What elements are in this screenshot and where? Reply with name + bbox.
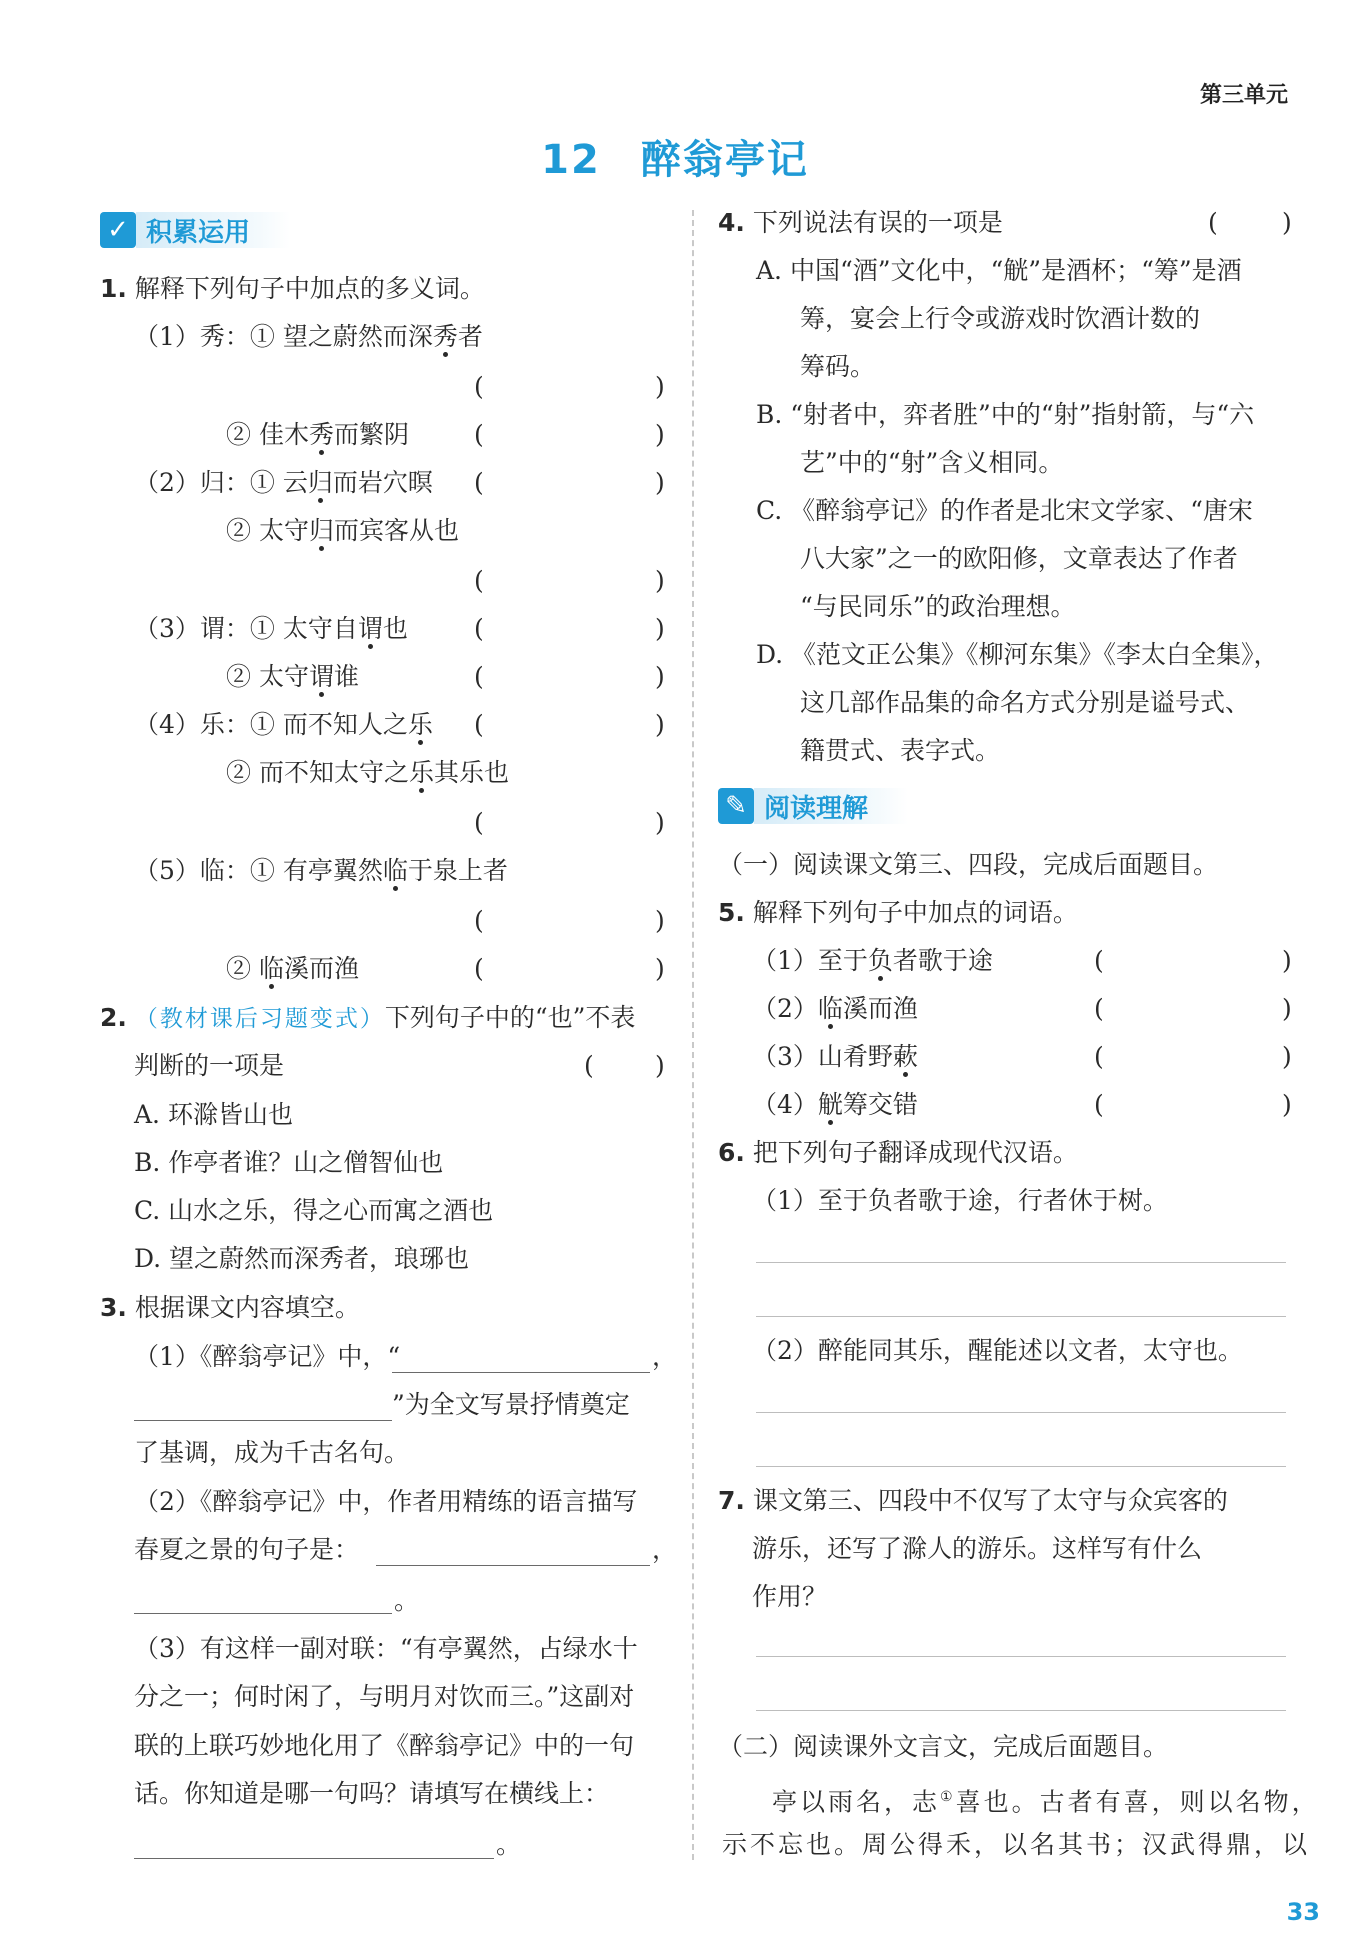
item-index: ② [226, 516, 252, 545]
q4-number: 4. [718, 208, 745, 237]
q1-item-4b [226, 758, 509, 788]
answer-paren-close[interactable]: ) [655, 420, 665, 449]
fill-blank[interactable] [392, 1372, 650, 1373]
q3-p1-line2: ”为全文写景抒情奠定 [392, 1390, 630, 1419]
passage-line-1 [772, 1782, 1320, 1817]
answer-paren-close[interactable]: ) [655, 710, 665, 739]
q5-text: 解释下列句子中加点的词语。 [752, 898, 1078, 927]
q7-line-3: 作用？ [752, 1582, 828, 1611]
q4-option-d-line3: 籍贯式、表字式。 [800, 736, 1001, 765]
answer-paren-close[interactable]: ) [655, 662, 665, 691]
q4-option-c-line3: “与民同乐”的政治理想。 [800, 592, 1076, 621]
column-divider [692, 210, 694, 1860]
q3-p3-line1: （3）有这样一副对联：“有亭翼然，占绿水十 [134, 1634, 638, 1663]
passage-text: 喜也。古者有喜，则以名物， [955, 1787, 1320, 1817]
q6-sentence-1: （1）至于负者歌于途，行者休于树。 [752, 1186, 1168, 1215]
sentence-part: 筹交错 [842, 1090, 918, 1119]
q1-item-1b [226, 420, 409, 450]
q3-p2-comma: ， [652, 1535, 678, 1564]
dotted-word: 归 [307, 468, 333, 497]
q1-item-3a [134, 614, 408, 644]
q3-p3-line4: 话。你知道是哪一句吗？请填写在横线上： [134, 1779, 610, 1808]
dotted-word: 乐 [408, 758, 434, 787]
sentence-part: 而不知太守之 [258, 758, 409, 787]
section-title: 阅读理解 [754, 788, 908, 824]
q1-stem [100, 274, 485, 304]
answer-paren-open[interactable]: ( [474, 954, 484, 983]
sentence-part: 而繁阴 [334, 420, 410, 449]
q5-item-4 [752, 1090, 918, 1120]
q1-item-3b [226, 662, 359, 692]
q1-text: 解释下列句子中加点的多义词。 [134, 274, 485, 303]
q1-item-1a [134, 322, 483, 352]
sentence-part: 佳木 [258, 420, 309, 449]
q2-stem [100, 1003, 635, 1034]
answer-paren-close[interactable]: ) [1282, 946, 1292, 975]
answer-paren-open[interactable]: ( [474, 614, 484, 643]
q3-stem [100, 1293, 360, 1323]
answer-paren-open[interactable]: ( [1094, 1042, 1104, 1071]
q3-p1-line1: （1）《醉翁亭记》中，“ [134, 1342, 401, 1371]
q3-p2-line1: （2）《醉翁亭记》中，作者用精练的语言描写 [134, 1487, 638, 1516]
answer-paren-close[interactable]: ) [1282, 1090, 1292, 1119]
answer-paren-open[interactable]: ( [1094, 946, 1104, 975]
q5-stem [718, 898, 1078, 928]
answer-line[interactable] [756, 1262, 1286, 1263]
dotted-word: 临 [382, 856, 408, 885]
item-label: （3）谓：① [134, 614, 275, 643]
q4-text: 下列说法有误的一项是 [752, 208, 1003, 237]
dotted-word: 归 [308, 516, 334, 545]
sentence-part: 望之蔚然而深 [282, 322, 433, 351]
item-index: ② [226, 662, 252, 691]
q5-item-3 [752, 1042, 918, 1072]
answer-paren-open[interactable]: ( [584, 1051, 594, 1080]
sentence-part: 有亭翼然 [282, 856, 383, 885]
q2-option-d[interactable]: D. 望之蔚然而深秀者，琅琊也 [134, 1244, 470, 1273]
q3-p1-line3: 了基调，成为千古名句。 [134, 1438, 410, 1467]
q1-number: 1. [100, 274, 127, 303]
answer-paren-close[interactable]: ) [1282, 1042, 1292, 1071]
sentence-part: 溪而渔 [283, 954, 359, 983]
fill-blank[interactable] [134, 1613, 392, 1614]
answer-paren-close[interactable]: ) [1282, 994, 1292, 1023]
answer-line[interactable] [756, 1466, 1286, 1467]
q3-text: 根据课文内容填空。 [134, 1293, 360, 1322]
q4-option-c[interactable]: C. 《醉翁亭记》的作者是北宋文学家、“唐宋 [756, 496, 1253, 525]
answer-paren-open[interactable]: ( [474, 420, 484, 449]
pencil-icon: ✎ [718, 788, 754, 824]
q2-text: 下列句子中的“也”不表 [384, 1003, 636, 1032]
answer-paren-open[interactable]: ( [474, 808, 484, 837]
sentence-part: 太守 [258, 662, 309, 691]
sentence-part: 者歌于途 [892, 946, 993, 975]
q2-number: 2. [100, 1003, 127, 1032]
sentence-part: 而宾客从也 [334, 516, 460, 545]
q7-number: 7. [718, 1486, 745, 1515]
dotted-word: 乐 [407, 710, 433, 739]
q2-option-c[interactable]: C. 山水之乐，得之心而寓之酒也 [134, 1196, 494, 1225]
answer-paren-open[interactable]: ( [474, 372, 484, 401]
lesson-number: 12 [541, 137, 601, 183]
sentence-part: 谁 [334, 662, 360, 691]
answer-paren-open[interactable]: ( [474, 906, 484, 935]
q4-option-c-line2: 八大家”之一的欧阳修，文章表达了作者 [800, 544, 1238, 573]
item-index: ② [226, 420, 252, 449]
q1-item-2a [134, 468, 433, 498]
lesson-title: 醉翁亭记 [640, 137, 809, 183]
sentence-part: 而不知人之 [282, 710, 408, 739]
dotted-word: 谓 [308, 662, 334, 691]
sentence-part: 者 [457, 322, 483, 351]
q1-item-5a [134, 856, 508, 886]
dotted-word: 负 [867, 946, 893, 975]
q3-number: 3. [100, 1293, 127, 1322]
q7-line-2: 游乐，还写了滁人的游乐。这样写有什么 [752, 1534, 1203, 1563]
sentence-part: 也 [382, 614, 408, 643]
q1-item-2b [226, 516, 459, 546]
answer-paren-close[interactable]: ) [655, 954, 665, 983]
passage-text: 亭以雨名，志 [772, 1787, 941, 1817]
sentence-part: 其乐也 [434, 758, 510, 787]
dotted-word: 蔌 [892, 1042, 918, 1071]
answer-line[interactable] [756, 1656, 1286, 1657]
answer-paren-open[interactable]: ( [1094, 994, 1104, 1023]
answer-line[interactable] [756, 1316, 1286, 1317]
item-index: ② [226, 758, 252, 787]
sentence-part: 于泉上者 [407, 856, 508, 885]
page-title [0, 128, 1350, 185]
q4-option-a-line2: 筹，宴会上行令或游戏时饮酒计数的 [800, 304, 1201, 333]
sentence-part: （2） [752, 994, 818, 1023]
page-number: 33 [1286, 1898, 1320, 1926]
q4-option-b-line2: 艺”中的“射”含义相同。 [800, 448, 1064, 477]
q5-item-2 [752, 994, 918, 1024]
sentence-part: 太守自 [282, 614, 358, 643]
answer-paren-close[interactable]: ) [655, 906, 665, 935]
q4-option-a[interactable]: A. 中国“酒”文化中，“觥”是酒杯；“筹”是酒 [756, 256, 1242, 285]
answer-paren-open[interactable]: ( [474, 468, 484, 497]
q3-p3-line3: 联的上联巧妙地化用了《醉翁亭记》中的一句 [134, 1731, 635, 1760]
answer-paren-close[interactable]: ) [655, 468, 665, 497]
q4-option-b[interactable]: B. “射者中，弈者胜”中的“射”指射箭，与“六 [756, 400, 1255, 429]
q7-line-1 [718, 1486, 1228, 1516]
item-index: ② [226, 954, 252, 983]
sentence-part: （1）至于 [752, 946, 868, 975]
q7-text: 课文第三、四段中不仅写了太守与众宾客的 [752, 1486, 1228, 1515]
item-label: （5）临：① [134, 856, 275, 885]
sentence-part: （4） [752, 1090, 818, 1119]
sentence-part: （3）山肴野 [752, 1042, 893, 1071]
section-header-reading [718, 786, 908, 826]
section-header-accumulate [100, 210, 290, 250]
q2-stem-2: 判断的一项是 [134, 1051, 285, 1080]
q4-stem [718, 208, 1003, 238]
part-one-heading: （一）阅读课文第三、四段，完成后面题目。 [718, 850, 1219, 879]
fill-blank[interactable] [376, 1565, 650, 1566]
answer-paren-close[interactable]: ) [655, 372, 665, 401]
answer-paren-close[interactable]: ) [655, 808, 665, 837]
answer-paren-open[interactable]: ( [474, 710, 484, 739]
sentence-part: 太守 [258, 516, 309, 545]
answer-paren-open[interactable]: ( [1208, 208, 1218, 237]
answer-paren-close[interactable]: ) [655, 566, 665, 595]
q6-sentence-2: （2）醉能同其乐，醒能述以文者，太守也。 [752, 1336, 1243, 1365]
item-label: （2）归：① [134, 468, 275, 497]
q2-option-b[interactable]: B. 作亭者谁？山之僧智仙也 [134, 1148, 444, 1177]
fill-blank[interactable] [134, 1858, 494, 1859]
q3-p3-line2: 分之一；何时闲了，与明月对饮而三。”这副对 [134, 1682, 635, 1711]
unit-label: 第三单元 [1199, 83, 1288, 108]
q5-item-1 [752, 946, 993, 976]
item-label: （1）秀：① [134, 322, 275, 351]
part-two-heading: （二）阅读课外文言文，完成后面题目。 [718, 1732, 1169, 1761]
q4-option-d[interactable]: D. 《范文正公集》《柳河东集》《李太白全集》， [756, 640, 1279, 669]
q5-number: 5. [718, 898, 745, 927]
dotted-word: 临 [817, 994, 843, 1023]
dotted-word: 临 [258, 954, 284, 983]
sentence-part: 云 [282, 468, 308, 497]
answer-paren-open[interactable]: ( [474, 566, 484, 595]
footnote-marker[interactable]: ① [940, 1789, 956, 1805]
dotted-word: 秀 [432, 322, 458, 351]
q4-option-a-line3: 筹码。 [800, 352, 876, 381]
sentence-part: 而岩穴暝 [332, 468, 433, 497]
answer-line[interactable] [756, 1412, 1286, 1413]
check-icon: ✓ [100, 212, 136, 248]
q3-p2-end: 。 [394, 1586, 420, 1615]
q6-number: 6. [718, 1138, 745, 1167]
section-title: 积累运用 [136, 212, 290, 248]
answer-paren-close[interactable]: ) [1282, 208, 1292, 237]
q4-option-d-line2: 这几部作品集的命名方式分别是谥号式、 [800, 688, 1251, 717]
q6-stem [718, 1138, 1078, 1168]
q1-item-5b [226, 954, 359, 984]
q3-p3-end: 。 [496, 1830, 522, 1859]
q2-hint: （教材课后习题变式） [134, 1006, 385, 1032]
dotted-word: 谓 [357, 614, 383, 643]
q6-text: 把下列句子翻译成现代汉语。 [752, 1138, 1078, 1167]
answer-line[interactable] [756, 1710, 1286, 1711]
answer-paren-close[interactable]: ) [655, 614, 665, 643]
fill-blank[interactable] [134, 1420, 392, 1421]
q1-item-4a [134, 710, 433, 740]
q3-p2-line2: 春夏之景的句子是： [134, 1535, 360, 1564]
q2-option-a[interactable]: A. 环滁皆山也 [134, 1100, 293, 1129]
sentence-part: 溪而渔 [842, 994, 918, 1023]
passage-line-2: 示不忘也。周公得禾，以名其书；汉武得鼎，以 [722, 1830, 1311, 1859]
dotted-word: 秀 [308, 420, 334, 449]
answer-paren-open[interactable]: ( [474, 662, 484, 691]
answer-paren-close[interactable]: ) [655, 1051, 665, 1080]
item-label: （4）乐：① [134, 710, 275, 739]
answer-paren-open[interactable]: ( [1094, 1090, 1104, 1119]
dotted-word: 觥 [817, 1090, 843, 1119]
q3-p1-comma: ， [652, 1342, 678, 1371]
